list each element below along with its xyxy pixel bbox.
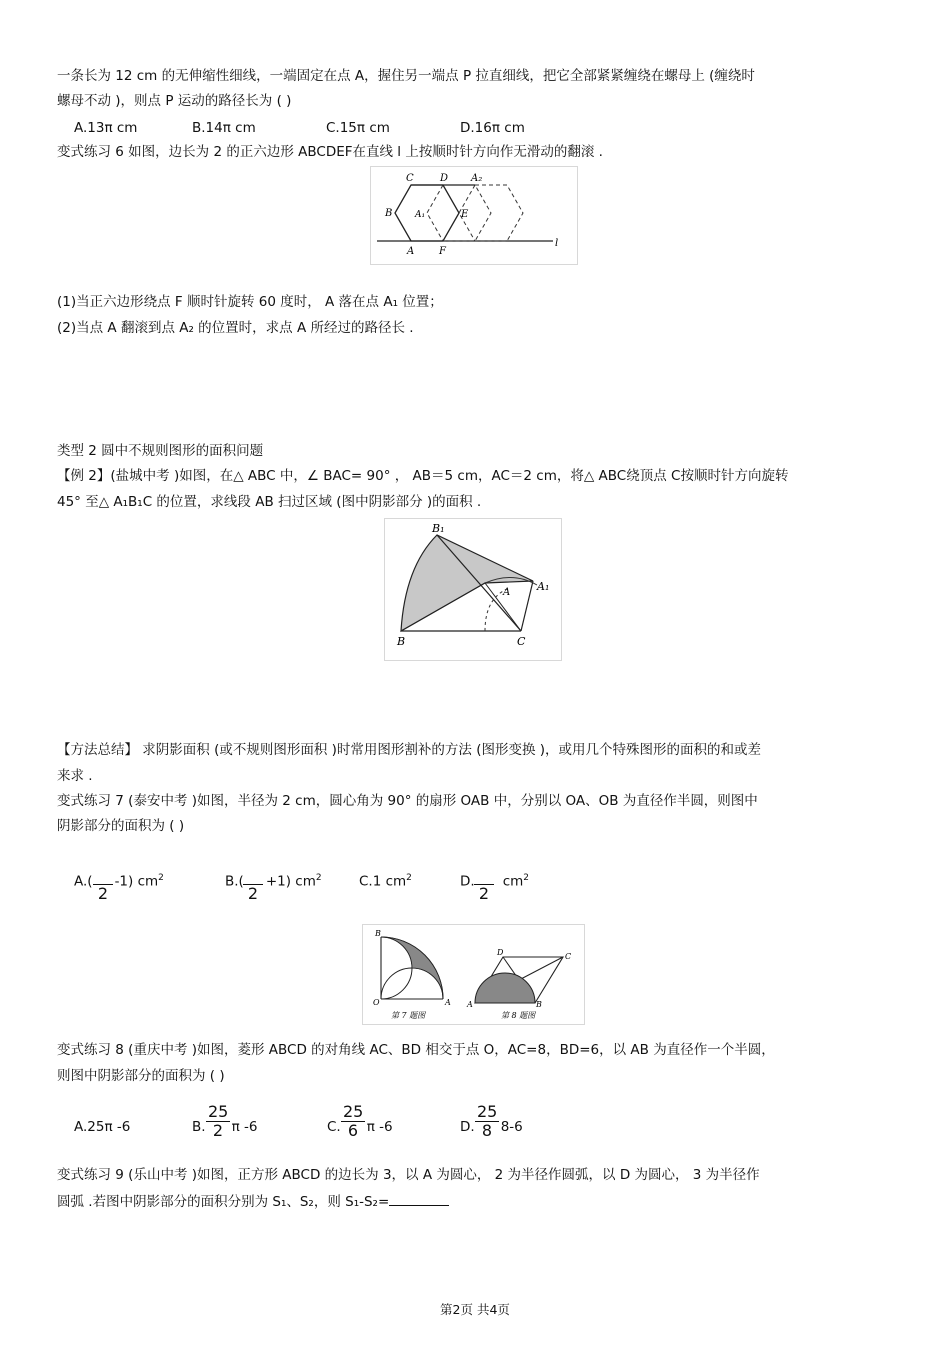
option-c: C. π -6 xyxy=(327,1119,393,1135)
fig-label: l xyxy=(555,238,559,249)
figure-caption: 第 7 题图 xyxy=(391,1011,426,1020)
question-text: 一条长为 12 cm 的无伸缩性细线，一端固定在点 A，握住另一端点 P 拉直细线，把它全部紧紧缠绕在螺母上 (缠绕时 xyxy=(57,68,755,84)
option-d: D. 8-6 xyxy=(460,1119,523,1135)
method-summary: 【方法总结】 求阴影面积 (或不规则图形面积 )时常用图形割补的方法 (图形变换 )，或用几个特殊图形的面积的和或差 xyxy=(57,742,762,758)
fig-label: F xyxy=(439,246,446,257)
option-d: D.16π cm xyxy=(460,120,525,136)
exercise-8-text: 则图中阴影部分的面积为 ( ) xyxy=(57,1068,225,1084)
option-d: D. $cm^2$ xyxy=(460,873,529,890)
option-b: B. π -6 xyxy=(192,1119,258,1135)
exercise-9-text: 圆弧 .若图中阴影部分的面积分别为 S₁、S₂，则 S₁-S₂= xyxy=(57,1191,449,1212)
fig-label: O xyxy=(373,998,380,1007)
fig-label: B xyxy=(397,635,406,648)
exercise-8-text: 变式练习 8 (重庆中考 )如图，菱形 ABCD 的对角线 AC、BD 相交于点 O，AC=8，BD=6，以 AB 为直径作一个半圆， xyxy=(57,1042,775,1058)
rotation-figure xyxy=(384,518,562,661)
fraction: $\frac{25}{8}$ xyxy=(477,1102,498,1140)
option-b: B.( +1) $cm^2$ xyxy=(225,873,322,890)
exercise-7-text: 变式练习 7 (泰安中考 )如图，半径为 2 cm，圆心角为 90° 的扇形 OAB 中，分别以 OA、OB 为直径作半圆，则图中 xyxy=(57,793,758,809)
fig-label: E xyxy=(461,209,469,220)
method-summary: 来求 . xyxy=(57,768,93,784)
option-c: C.15π cm xyxy=(326,120,390,136)
fig-label: D xyxy=(440,173,449,184)
option-c: C.1 $cm^2$ xyxy=(359,873,412,890)
answer-blank[interactable] xyxy=(389,1191,449,1206)
fraction: 2 xyxy=(93,866,113,903)
fig-label: A xyxy=(445,998,451,1007)
fig-label: B₁ xyxy=(432,522,445,535)
fig-label: A₁ xyxy=(415,210,426,220)
exercise-6-text: 变式练习 6 如图，边长为 2 的正六边形 ABCDEF在直线 l 上按顺时针方向作无滑动的翻滚 . xyxy=(57,144,603,160)
fig-label: A xyxy=(467,1000,473,1009)
fig-label: A₂ xyxy=(471,173,483,184)
fraction: 2 xyxy=(474,866,494,903)
sub-question-2: (2)当点 A 翻滚到点 A₂ 的位置时，求点 A 所经过的路径长 . xyxy=(57,320,414,336)
option-a: A.25π -6 xyxy=(74,1119,131,1135)
section-heading: 类型 2 圆中不规则图形的面积问题 xyxy=(57,443,264,459)
example-2-text: 【例 2】(盐城中考 )如图，在△ ABC 中，∠ BAC= 90° ， AB＝5 cm，AC＝2 cm，将△ ABC绕顶点 C按顺时针方向旋转 xyxy=(57,468,789,484)
fig-label: A xyxy=(407,246,415,257)
fig-label: A₁ xyxy=(537,580,550,593)
fraction: 2 xyxy=(243,866,263,903)
exercise-7-text: 阴影部分的面积为 ( ) xyxy=(57,818,185,834)
fig-label: B xyxy=(375,929,381,938)
sub-question-1: (1)当正六边形绕点 F 顺时针旋转 60 度时， A 落在点 A₁ 位置； xyxy=(57,294,443,310)
fig-label: A xyxy=(503,587,511,598)
figure-caption: 第 8 题图 xyxy=(501,1011,536,1020)
fig-label: B xyxy=(385,208,393,219)
fig-label: D xyxy=(497,948,504,957)
option-a: A.( -1) $cm^2$ xyxy=(74,873,164,890)
fig-label: C xyxy=(565,952,572,961)
question-text: 螺母不动 )，则点 P 运动的路径长为 ( ) xyxy=(57,93,292,109)
exercise-9-text: 变式练习 9 (乐山中考 )如图，正方形 ABCD 的边长为 3，以 A 为圆心， 2 为半径作圆弧，以 D 为圆心， 3 为半径作 xyxy=(57,1167,760,1183)
example-2-text: 45° 至△ A₁B₁C 的位置，求线段 AB 扫过区域 (图中阴影部分 )的面积 . xyxy=(57,494,482,510)
fig-label: C xyxy=(517,635,526,648)
fraction: $\frac{25}{6}$ xyxy=(343,1102,364,1140)
option-a: A.13π cm xyxy=(74,120,138,136)
fig-label: C xyxy=(406,173,414,184)
fraction: $\frac{25}{2}$ xyxy=(208,1102,229,1140)
hexagon-figure xyxy=(370,166,578,265)
option-b: B.14π cm xyxy=(192,120,256,136)
figures-7-8 xyxy=(362,924,585,1025)
page-footer: 第2页 共4页 xyxy=(440,1302,510,1317)
fig-label: B xyxy=(536,1000,542,1009)
